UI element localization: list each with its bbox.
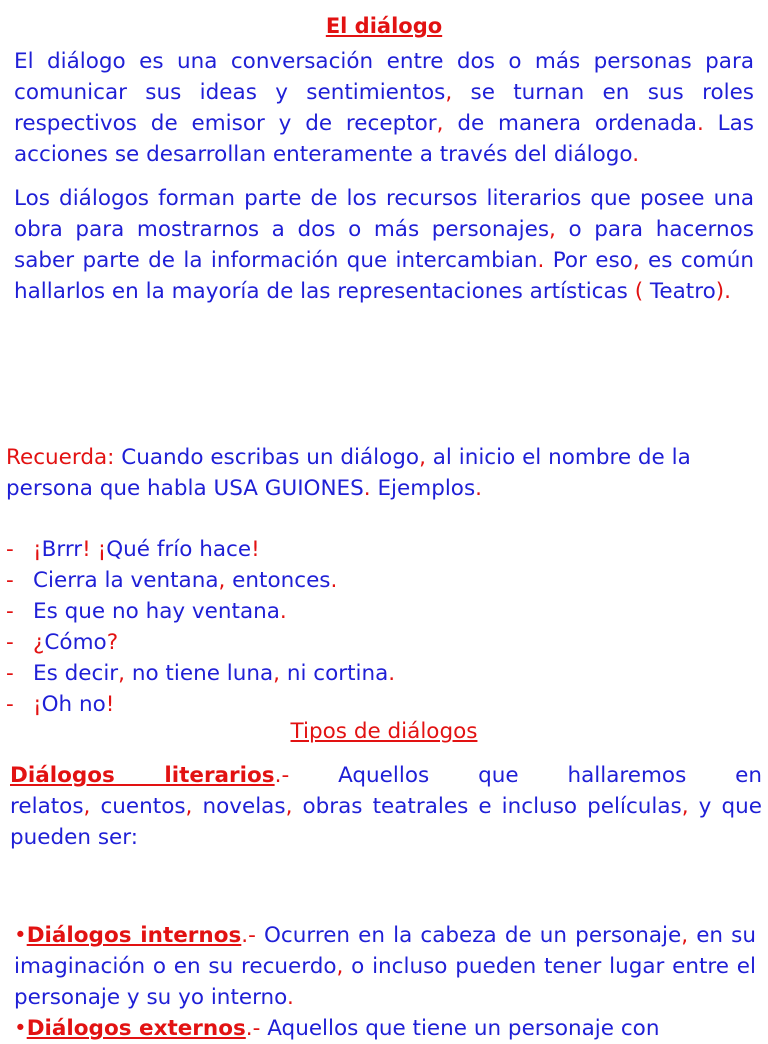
internal-dialogues-paragraph <box>14 920 756 1013</box>
punctuation: . <box>475 476 483 501</box>
punctuation: . <box>724 279 731 304</box>
punctuation: , <box>681 923 689 948</box>
punctuation: . <box>279 599 287 624</box>
dialogue-line <box>6 565 395 596</box>
dialogue-line <box>6 689 395 720</box>
text-segment: Es decir <box>33 661 119 686</box>
dialogue-dash: - <box>6 692 14 717</box>
external-dialogues-paragraph <box>14 1013 756 1044</box>
text-segment: relatos <box>10 794 84 819</box>
text-segment: Cuando escribas un diálogo <box>114 445 420 470</box>
text-segment: Brrr <box>41 537 83 562</box>
text-segment: Los diálogos forman parte de los recursos literarios que posee una obra para mostrarnos a dos o más personajes <box>14 186 754 242</box>
punctuation: , <box>681 794 689 819</box>
literary-dialogues-paragraph <box>10 760 762 853</box>
text-segment: en su imaginación o en su recuerdo <box>14 923 756 979</box>
text-segment: de manera ordenada <box>443 111 697 136</box>
punctuation: . <box>696 111 704 136</box>
text-segment: Las acciones se desarrollan enteramente a través del diálogo <box>14 111 754 167</box>
dialogue-line <box>6 658 395 689</box>
text-segment: es común hallarlos en la mayoría de las representaciones artísticas <box>14 248 754 304</box>
punctuation: , <box>419 445 426 470</box>
punctuation: ¡ <box>33 537 42 562</box>
text-segment: El diálogo es una conversación entre dos o más personas para comunicar sus ideas y sentimientos <box>14 49 754 105</box>
separator: .- <box>274 763 290 788</box>
dialogue-dash: - <box>6 568 14 593</box>
punctuation: ! <box>251 537 260 562</box>
punctuation: , <box>285 794 293 819</box>
punctuation: , <box>336 954 344 979</box>
punctuation: ! ¡ <box>82 537 107 562</box>
remember-label: Recuerda: <box>6 445 115 470</box>
punctuation: ? <box>106 630 119 655</box>
punctuation: ( <box>634 279 644 304</box>
punctuation: , <box>632 248 640 273</box>
text-segment: y que pueden ser: <box>10 794 762 850</box>
punctuation: , <box>118 661 125 686</box>
punctuation: , <box>185 794 193 819</box>
bullet: • <box>14 1016 27 1041</box>
bullet: • <box>14 923 27 948</box>
punctuation: , <box>436 111 444 136</box>
text-segment: Ocurren en la cabeza de un personaje <box>255 923 682 948</box>
punctuation: , <box>445 80 453 105</box>
dialogue-dash: - <box>6 661 14 686</box>
text-segment: o para hacernos saber parte de la información que intercambian <box>14 217 754 273</box>
punctuation: . <box>388 661 396 686</box>
separator: .- <box>241 923 256 948</box>
text-segment: no tiene luna <box>124 661 274 686</box>
text-segment: novelas <box>192 794 286 819</box>
dialogue-dash: - <box>6 630 14 655</box>
text-segment: Oh no <box>41 692 106 717</box>
punctuation: . <box>632 142 640 167</box>
internal-label: Diálogos internos <box>26 923 242 948</box>
page-title: El diálogo <box>325 14 443 38</box>
punctuation: . <box>363 476 371 501</box>
text-segment: Es que no hay ventana <box>33 599 280 624</box>
text-segment: al inicio el nombre de la persona que habla USA GUIONES <box>6 445 691 501</box>
text-segment: cuentos <box>90 794 186 819</box>
punctuation: . <box>286 985 294 1010</box>
literary-label: Diálogos literarios <box>10 763 275 788</box>
text-segment: ni cortina <box>280 661 389 686</box>
separator: .- <box>245 1016 261 1041</box>
punctuation: , <box>218 568 226 593</box>
literary-first-line <box>10 760 762 791</box>
punctuation: , <box>273 661 280 686</box>
literary-paragraph <box>14 183 754 307</box>
text-segment: Cómo <box>44 630 107 655</box>
text-segment: Teatro <box>643 279 716 304</box>
text-segment: Ejemplos <box>370 476 476 501</box>
dialogue-dash: - <box>6 599 14 624</box>
punctuation: ) <box>715 279 725 304</box>
text-segment: se turnan en sus roles respectivos de emisor y de receptor <box>14 80 755 136</box>
punctuation: ! <box>105 692 115 717</box>
dialogue-dash: - <box>6 537 14 562</box>
dialogue-line <box>6 534 395 565</box>
dialogue-line <box>6 627 395 658</box>
punctuation: , <box>549 217 556 242</box>
punctuation: . <box>537 248 545 273</box>
text-segment: Por eso <box>544 248 633 273</box>
text-segment: Aquellos que tiene un personaje con <box>260 1016 660 1041</box>
punctuation: ¿ <box>33 630 45 655</box>
punctuation: ¡ <box>33 692 42 717</box>
text-segment: Cierra la ventana <box>33 568 219 593</box>
text-segment: entonces <box>225 568 331 593</box>
text-segment: Aquellos que hallaremos en <box>289 763 762 788</box>
text-segment: o incluso pueden tener lugar entre el personaje y su yo interno <box>14 954 756 1010</box>
remember-note <box>6 442 758 504</box>
punctuation: . <box>330 568 338 593</box>
text-segment: Qué frío hace <box>106 537 252 562</box>
section-title-tipos: Tipos de diálogos <box>290 719 478 744</box>
external-label: Diálogos externos <box>26 1016 246 1041</box>
dialogue-example-list <box>6 534 395 720</box>
definition-paragraph <box>14 46 754 170</box>
text-segment: obras teatrales e incluso películas <box>292 794 682 819</box>
punctuation: , <box>83 794 91 819</box>
dialogue-line <box>6 596 395 627</box>
